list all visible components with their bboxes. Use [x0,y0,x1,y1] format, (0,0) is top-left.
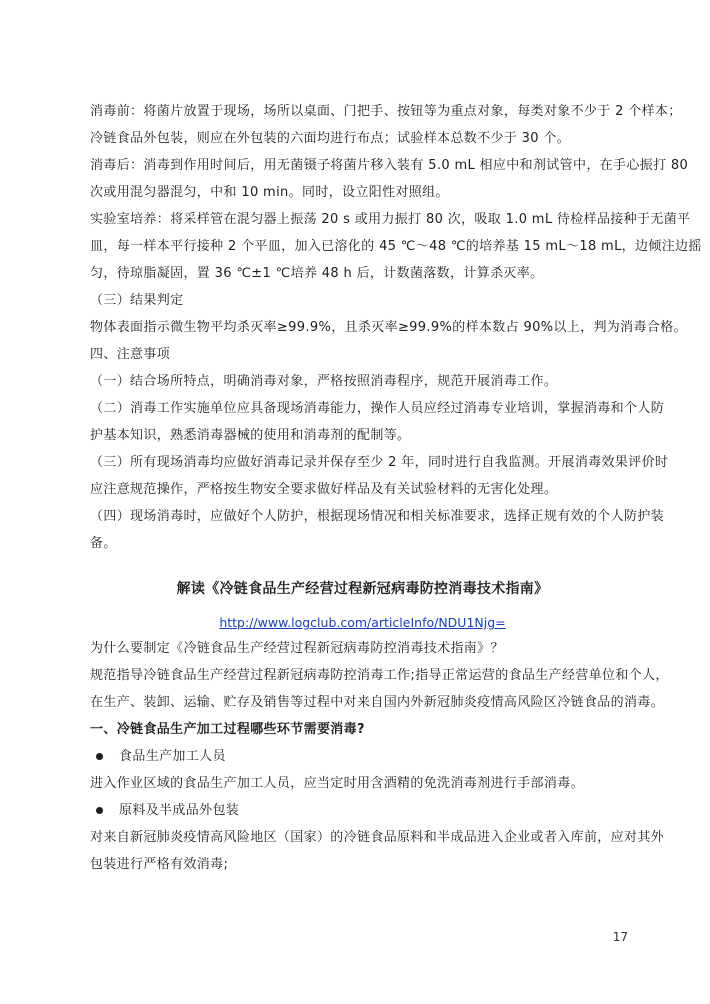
bullet-description: 对来自新冠肺炎疫情高风险地区（国家）的冷链食品原料和半成品进入企业或者入库前，应对其外 [90,830,665,845]
question-heading: 一、冷链食品生产加工过程哪些环节需要消毒? [90,722,365,737]
body-text-top [90,98,702,557]
document-section-title: 解读《冷链食品生产经营过程新冠病毒防控消毒技术指南》 [176,581,549,597]
document-page [90,98,702,878]
list-item-continuation: 护基本知识，熟悉消毒器械的使用和消毒剂的配制等。 [90,428,411,443]
bullet-icon [96,753,103,760]
list-item-continuation: 备。 [90,536,117,551]
paragraph-line: 匀，待琼脂凝固，置 36 ℃±1 ℃培养 48 h 后，计数菌落数，计算杀灭率。 [90,266,544,281]
paragraph-line: 物体表面指示微生物平均杀灭率≥99.9%，且杀灭率≥99.9%的样本数占 90%以上，判为消毒合格。 [90,320,687,335]
paragraph-line: 实验室培养：将采样管在混匀器上振荡 20 s 或用力振打 80 次，吸取 1.0 mL 待检样品接种于无菌平 [90,212,691,227]
paragraph-line: 消毒后：消毒到作用时间后，用无菌镊子将菌片移入装有 5.0 mL 相应中和剂试管中，在手心振打 80 [90,158,689,173]
list-item-continuation: 应注意规范操作，严格按生物安全要求做好样品及有关试验材料的无害化处理。 [90,482,558,497]
source-link[interactable]: http://www.logclub.com/articleInfo/NDU1Njg= [219,615,506,630]
source-link-row [90,611,635,635]
bullet-item [90,743,635,770]
section-heading: 四、注意事项 [90,347,171,362]
list-item: （一）结合场所特点，明确消毒对象，严格按照消毒程序，规范开展消毒工作。 [90,374,558,389]
bullet-description: 包装进行严格有效消毒; [90,857,229,872]
paragraph-line: 次或用混匀器混匀，中和 10 min。同时，设立阳性对照组。 [90,185,449,200]
subsection-heading: （三）结果判定 [90,293,184,308]
list-item: （四）现场消毒时，应做好个人防护，根据现场情况和相关标准要求，选择正规有效的个人防护装 [90,509,665,524]
bullet-label: 食品生产加工人员 [119,749,226,764]
paragraph-line: 冷链食品外包装，则应在外包装的六面均进行布点；试验样本总数不少于 30 个。 [90,131,571,146]
intro-line: 在生产、装卸、运输、贮存及销售等过程中对来自国内外新冠肺炎疫情高风险区冷链食品的消毒。 [90,695,665,710]
intro-question: 为什么要制定《冷链食品生产经营过程新冠病毒防控消毒技术指南》？ [90,641,504,656]
list-item: （二）消毒工作实施单位应具备现场消毒能力，操作人员应经过消毒专业培训，掌握消毒和个人防 [90,401,665,416]
bullet-item [90,797,635,824]
intro-block [90,635,669,716]
paragraph-line: 皿，每一样本平行接种 2 个平皿，加入已溶化的 45 ℃～48 ℃的培养基 15 mL～18 mL，边倾注边摇 [90,239,702,254]
list-item: （三）所有现场消毒均应做好消毒记录并保存至少 2 年，同时进行自我监测。开展消毒效果评价时 [90,455,669,470]
intro-line: 规范指导冷链食品生产经营过程新冠病毒防控消毒工作;指导正常运营的食品生产经营单位和个人， [90,668,669,683]
bullet-description: 进入作业区域的食品生产加工人员，应当定时用含酒精的免洗消毒剂进行手部消毒。 [90,776,584,791]
page-number: 17 [612,930,628,944]
paragraph-line: 消毒前：将菌片放置于现场，场所以桌面、门把手、按钮等为重点对象，每类对象不少于 2 个样本； [90,104,682,119]
bullet-label: 原料及半成品外包装 [119,803,240,818]
bullet-icon [96,807,103,814]
